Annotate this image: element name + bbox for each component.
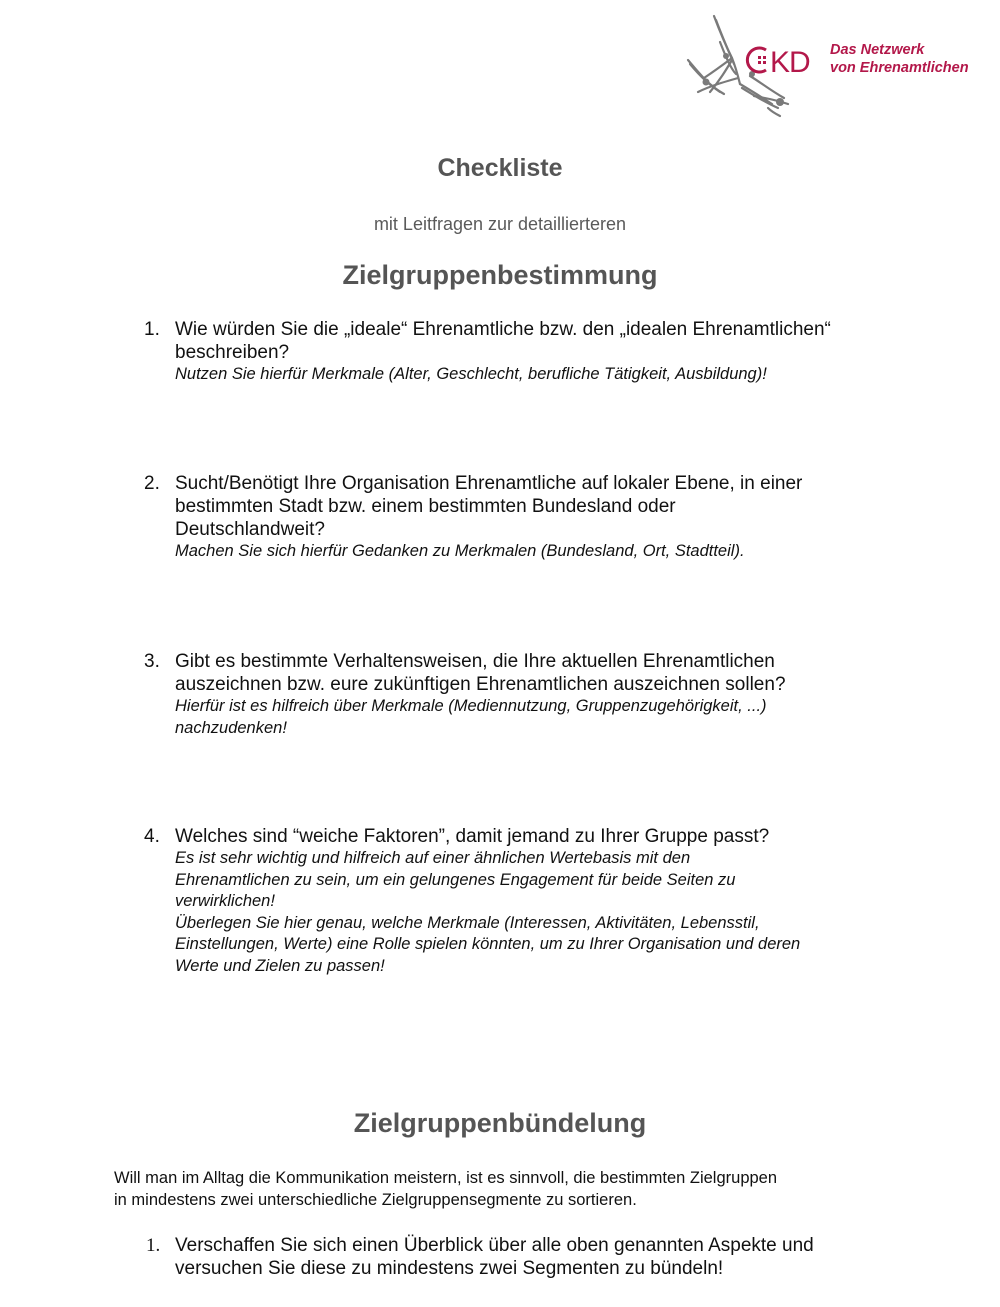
section-heading-zielgruppenbestimmung: Zielgruppenbestimmung [342,260,658,290]
section2-paragraph: Will man im Alltag die Kommunikation meistern, ist es sinnvoll, die bestimmten Zielgruppen in mindestens zwei unterschiedliche Zielgruppensegmente zu sortieren. [114,1169,778,1209]
item-number: 1. [144,319,160,340]
logo-tagline-line1: Das Netzwerk [830,42,925,58]
item-number: 3. [144,651,160,672]
logo-tagline-line2: von Ehrenamtlichen [830,60,969,76]
item-number: 1. [146,1235,161,1256]
bundling-item-1 [144,1234,904,1280]
item-hint: Nutzen Sie hierfür Merkmale (Alter, Geschlecht, berufliche Tätigkeit, Ausbildung)! [175,365,767,383]
item-hint: Hierfür ist es hilfreich über Merkmale (Mediennutzung, Gruppenzugehörigkeit, ...) nachzudenken! [175,697,767,737]
ckd-mark [747,48,769,72]
ckd-letters: KD [770,46,810,79]
checklist-item-3 [144,650,904,739]
checklist-item-2 [144,472,904,563]
page-title: Checkliste [437,154,563,182]
checklist-item-4 [144,825,904,977]
item-text: Verschaffen Sie sich einen Überblick über alle oben genannten Aspekte und versuchen Sie diese zu mindestens zwei Segmenten zu bündeln! [175,1235,814,1279]
item-hint: Machen Sie sich hierfür Gedanken zu Merkmalen (Bundesland, Ort, Stadtteil). [175,542,745,560]
item-number: 4. [144,826,160,847]
page-subtitle: mit Leitfragen zur detaillierteren [373,214,627,234]
item-question: Welches sind “weiche Faktoren”, damit jemand zu Ihrer Gruppe passt? [175,826,770,847]
item-hint: Es ist sehr wichtig und hilfreich auf einer ähnlichen Wertebasis mit den Ehrenamtlichen zu sein, um ein gelungenes Engagement für beide Seiten zu verwirklichen! Überlegen Sie hier genau, welche Merkmale (Interessen, Aktivitäten, Lebensstil, Einstellungen, Werte) eine Rolle spielen könnten, um zu Ihrer Organisation und deren Werte und Zielen zu passen! [175,849,801,975]
item-question: Sucht/Benötigt Ihre Organisation Ehrenamtliche auf lokaler Ebene, in einer bestimmten Stadt bzw. einem bestimmten Bundesland oder Deutschlandweit? [175,473,803,540]
logo-tagline [830,41,969,77]
item-number: 2. [144,473,160,494]
section-heading-zielgruppenbuendelung: Zielgruppenbündelung [353,1108,647,1138]
item-question: Wie würden Sie die „ideale“ Ehrenamtliche bzw. den „idealen Ehrenamtlichen“ beschreiben? [175,319,831,363]
item-question: Gibt es bestimmte Verhaltensweisen, die Ihre aktuellen Ehrenamtlichen auszeichnen bzw. eure zukünftigen Ehrenamtlichen auszeichnen sollen? [175,651,786,695]
checklist-item-1 [144,318,904,386]
